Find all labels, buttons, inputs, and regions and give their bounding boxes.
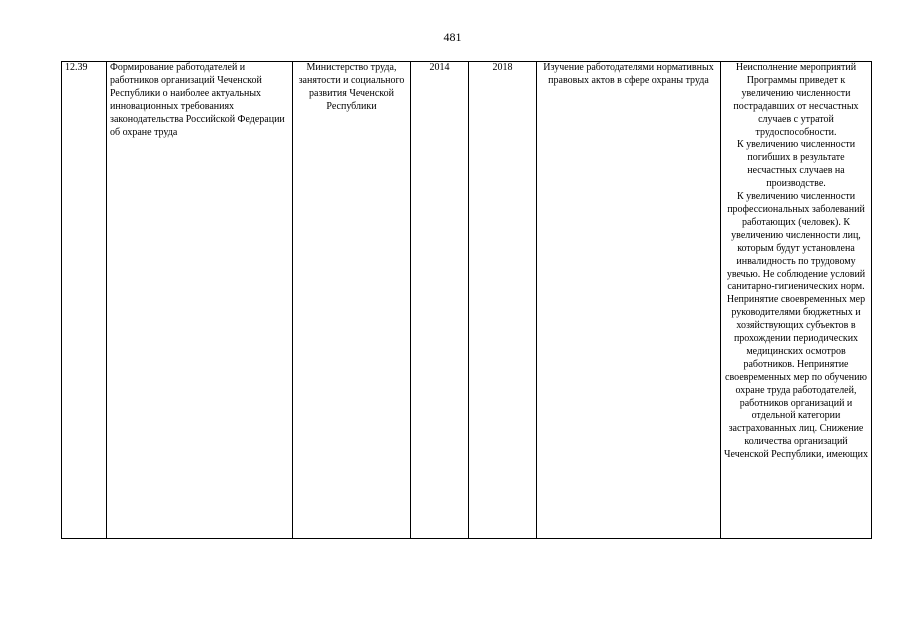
page-number: 481 — [443, 30, 462, 44]
measures-table — [61, 61, 872, 539]
start-year-cell: 2014 — [411, 62, 469, 539]
consequence-paragraph: Неисполнение мероприятий Программы приведет к увеличению численности пострадавших от несчастных случаев с утратой трудоспособности. — [733, 62, 859, 138]
end-year-cell: 2018 — [469, 62, 537, 539]
table-row — [62, 62, 872, 539]
activity-cell: Формирование работодателей и работников организаций Чеченской Республики о наиболее актуальных инновационных требованиях законодательства Российской Федерации об охране труда — [107, 62, 293, 539]
expected-result-cell: Изучение работодателями нормативных правовых актов в сфере охраны труда — [537, 62, 721, 539]
row-number-cell: 12.39 — [62, 62, 107, 539]
responsible-cell: Министерство труда, занятости и социального развития Чеченской Республики — [293, 62, 411, 539]
consequences-cell — [721, 62, 872, 539]
consequence-paragraph: К увеличению численности профессиональных заболеваний работающих (человек). К увеличению численности лиц, которым будут установлена инвалидность по трудовому увечью. Не соблюдение условий санитарно-гигиенических норм. Непринятие своевременных мер руководителями бюджетных и хозяйствующих субъектов в прохождении периодических медицинских осмотров работников. Непринятие своевременных мер по обучению охране труда работодателей, работников организаций и отдельной категории застрахованных лиц. Снижение количества организаций Чеченской Республики, имеющих — [724, 191, 868, 461]
consequence-paragraph: К увеличению численности погибших в результате несчастных случаев на производстве. — [736, 139, 856, 190]
